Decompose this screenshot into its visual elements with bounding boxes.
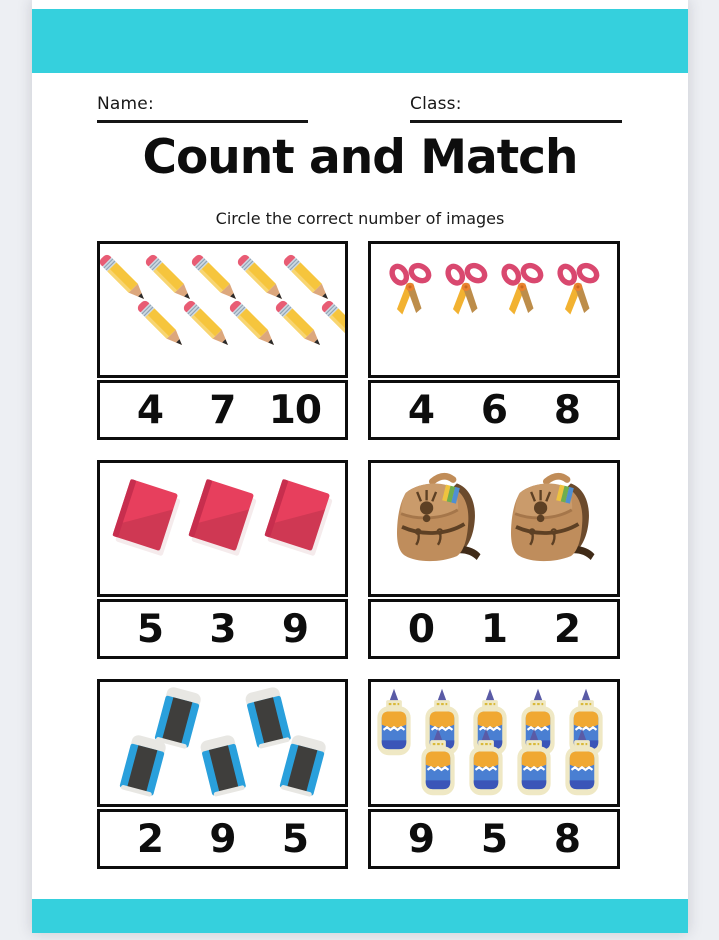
options-box-pencils bbox=[97, 380, 348, 440]
page-subtitle: Circle the correct number of images bbox=[215, 209, 505, 228]
options-box-erasers bbox=[97, 809, 348, 869]
class-label: Class: bbox=[410, 94, 462, 114]
glue-icon bbox=[510, 727, 558, 797]
option-number[interactable]: 10 bbox=[268, 387, 321, 433]
image-box-backpacks bbox=[368, 460, 620, 597]
options-box-glue-bottles bbox=[368, 809, 620, 869]
card-backpacks bbox=[368, 460, 620, 659]
option-number[interactable]: 9 bbox=[407, 816, 435, 862]
worksheet-page bbox=[32, 0, 688, 933]
book-icon bbox=[185, 477, 261, 559]
backpack-icon bbox=[494, 466, 608, 566]
glue-icon bbox=[462, 727, 510, 797]
name-input-line[interactable] bbox=[97, 119, 308, 123]
name-field bbox=[97, 94, 308, 123]
eraser-icon bbox=[103, 735, 183, 797]
option-number[interactable]: 8 bbox=[553, 387, 581, 433]
icon-row bbox=[387, 727, 620, 797]
option-number[interactable]: 5 bbox=[480, 816, 508, 862]
pencil-icon bbox=[322, 292, 349, 356]
card-erasers bbox=[97, 679, 348, 869]
card-glue-bottles bbox=[368, 679, 620, 869]
card-pencils bbox=[97, 241, 348, 440]
scissors-icon bbox=[438, 262, 494, 318]
icon-row bbox=[371, 262, 617, 318]
option-number[interactable]: 9 bbox=[209, 816, 236, 862]
option-number[interactable]: 2 bbox=[136, 816, 164, 862]
bottom-accent-bar bbox=[32, 899, 688, 933]
option-number[interactable]: 6 bbox=[480, 387, 508, 433]
class-field bbox=[410, 94, 622, 123]
image-box-pencils bbox=[97, 241, 348, 378]
option-number[interactable]: 2 bbox=[553, 606, 581, 652]
name-label: Name: bbox=[97, 94, 154, 114]
image-box-scissors bbox=[368, 241, 620, 378]
option-number[interactable]: 1 bbox=[480, 606, 508, 652]
image-box-books bbox=[97, 460, 348, 597]
option-number[interactable]: 7 bbox=[209, 387, 236, 433]
option-number[interactable]: 4 bbox=[136, 387, 164, 433]
card-books bbox=[97, 460, 348, 659]
glue-icon bbox=[414, 727, 462, 797]
top-accent-bar bbox=[32, 9, 688, 73]
scissors-icon bbox=[550, 262, 606, 318]
class-input-line[interactable] bbox=[410, 119, 622, 123]
icon-row bbox=[371, 466, 617, 566]
book-icon bbox=[261, 477, 337, 559]
image-box-erasers bbox=[97, 679, 348, 807]
icon-row bbox=[100, 735, 345, 797]
option-number[interactable]: 8 bbox=[553, 816, 581, 862]
icon-row bbox=[130, 292, 348, 356]
option-number[interactable]: 9 bbox=[281, 606, 309, 652]
option-number[interactable]: 4 bbox=[407, 387, 435, 433]
page-title: Count and Match bbox=[142, 130, 578, 185]
image-box-glue-bottles bbox=[368, 679, 620, 807]
option-number[interactable]: 5 bbox=[136, 606, 164, 652]
option-number[interactable]: 0 bbox=[407, 606, 435, 652]
backpack-icon bbox=[380, 466, 494, 566]
options-box-books bbox=[97, 599, 348, 659]
option-number[interactable]: 5 bbox=[281, 816, 309, 862]
scissors-icon bbox=[494, 262, 550, 318]
book-icon bbox=[109, 477, 185, 559]
cards-grid bbox=[97, 241, 620, 869]
card-scissors bbox=[368, 241, 620, 440]
glue-icon bbox=[558, 727, 606, 797]
scissors-icon bbox=[382, 262, 438, 318]
options-box-backpacks bbox=[368, 599, 620, 659]
option-number[interactable]: 3 bbox=[209, 606, 236, 652]
icon-row bbox=[100, 477, 345, 559]
options-box-scissors bbox=[368, 380, 620, 440]
